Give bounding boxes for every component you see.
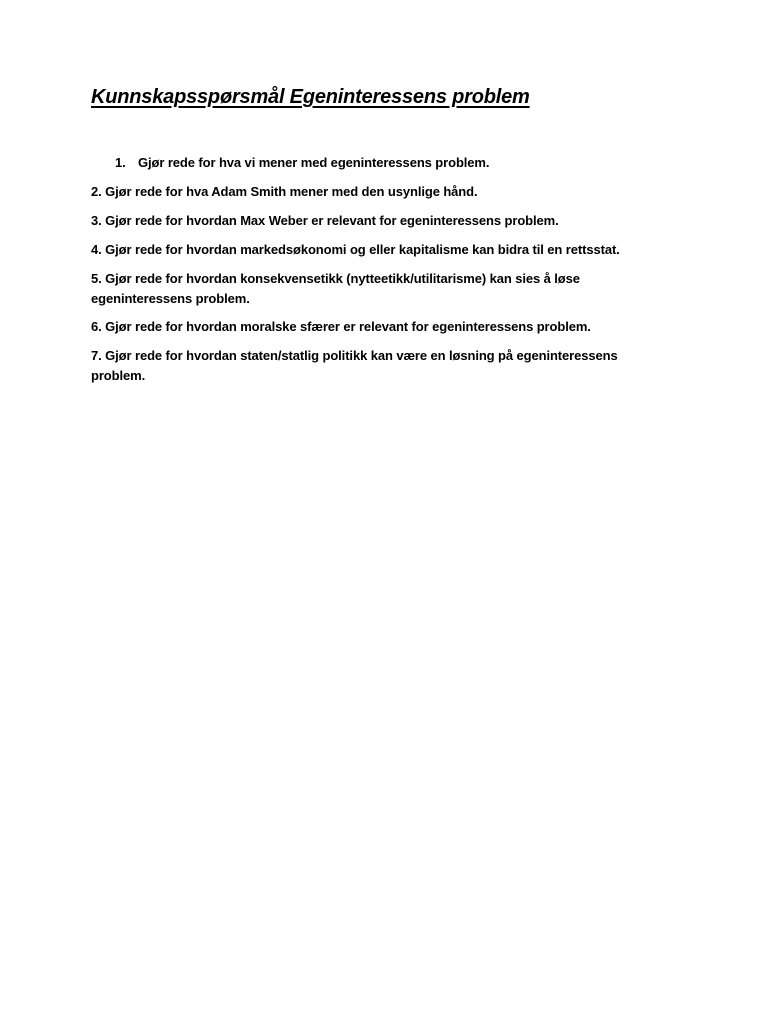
- document-title: Kunnskapsspørsmål Egeninteressens problem: [91, 86, 530, 108]
- question-1: [115, 153, 695, 173]
- question-4: 4. Gjør rede for hvordan markedsøkonomi og eller kapitalisme kan bidra til en rettsstat.: [91, 242, 620, 257]
- question-7: 7. Gjør rede for hvordan staten/statlig politikk kan være en løsning på egeninteressens problem.: [91, 348, 618, 383]
- question-5: 5. Gjør rede for hvordan konsekvensetikk (nytteetikk/utilitarisme) kan sies å løse egeninteressens problem.: [91, 271, 580, 306]
- question-2: 2. Gjør rede for hva Adam Smith mener med den usynlige hånd.: [91, 184, 478, 199]
- question-6: 6. Gjør rede for hvordan moralske sfærer er relevant for egeninteressens problem.: [91, 319, 591, 334]
- question-1-text: Gjør rede for hva vi mener med egeninteressens problem.: [138, 155, 490, 170]
- question-3: 3. Gjør rede for hvordan Max Weber er relevant for egeninteressens problem.: [91, 213, 559, 228]
- question-1-number: 1.: [115, 155, 126, 170]
